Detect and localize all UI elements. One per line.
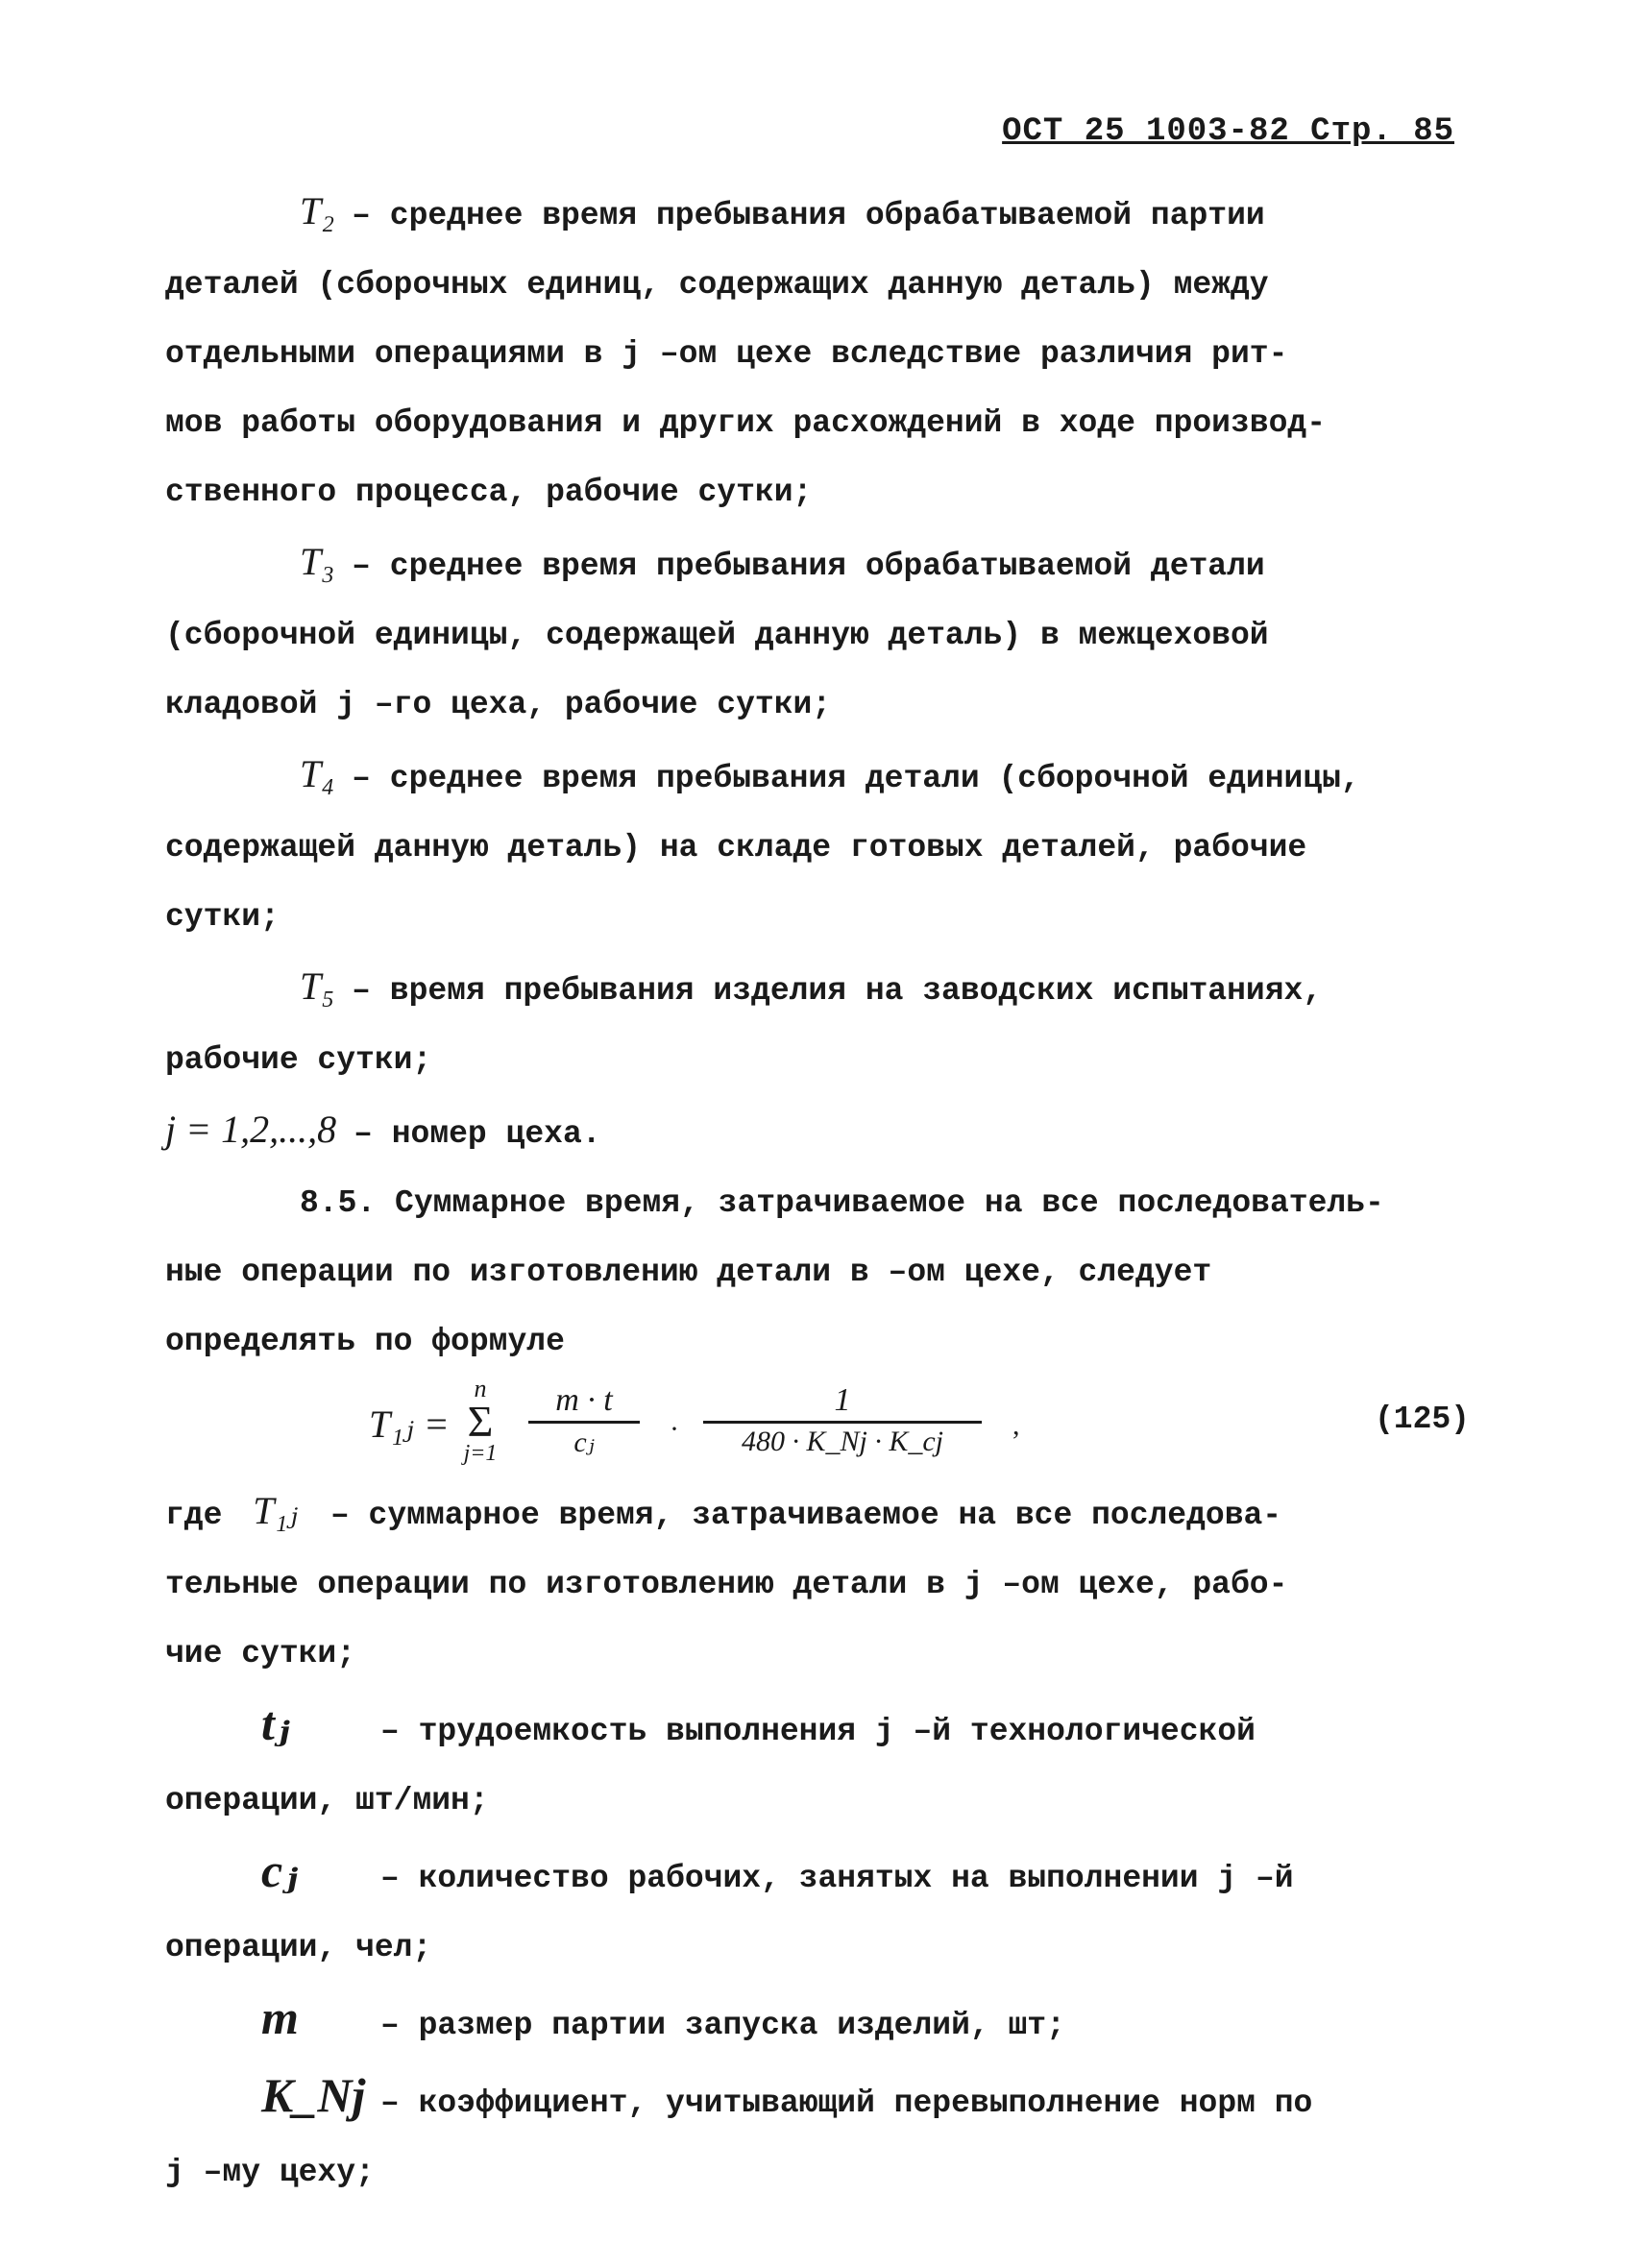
m-line1: – размер партии запуска изделий, шт; bbox=[380, 2008, 1065, 2043]
formula-number: (125) bbox=[1374, 1402, 1470, 1437]
t2-symbol: T₂ bbox=[300, 189, 335, 232]
m-symbol: m bbox=[261, 1990, 299, 2044]
tj-line2: операции, шт/мин; bbox=[165, 1783, 489, 1818]
t5-line2: рабочие сутки; bbox=[165, 1042, 432, 1078]
section-8-5-line1: 8.5. Суммарное время, затрачиваемое на все последователь- bbox=[300, 1185, 1384, 1221]
fraction-1-numerator: m · t bbox=[528, 1382, 640, 1424]
knj-line2: j –му цеху; bbox=[165, 2155, 375, 2190]
where-prefix: где bbox=[165, 1498, 223, 1533]
fraction-1-denominator: cⱼ bbox=[573, 1427, 595, 1458]
j-range-definition bbox=[165, 1095, 1475, 1169]
page-header: ОСТ 25 1003-82 Стр. 85 bbox=[1002, 113, 1454, 150]
where-definition bbox=[165, 1476, 1475, 1550]
where-line1: – суммарное время, затрачиваемое на все последова- bbox=[329, 1498, 1282, 1533]
summation-sign-icon: Σ bbox=[467, 1397, 494, 1446]
fraction-1 bbox=[528, 1382, 640, 1459]
knj-symbol: K_Nj bbox=[261, 2068, 366, 2122]
t3-symbol: T₃ bbox=[300, 540, 335, 583]
t4-line2: содержащей данную деталь) на складе готовых деталей, рабочие bbox=[165, 830, 1307, 866]
formula-lhs: T₁ⱼ = bbox=[369, 1402, 450, 1446]
t2-line2: деталей (сборочных единиц, содержащих данную деталь) между bbox=[165, 267, 1269, 303]
fraction-2 bbox=[703, 1382, 982, 1458]
section-8-5-line3: определять по формуле bbox=[165, 1324, 565, 1359]
t2-line5: ственного процесса, рабочие сутки; bbox=[165, 475, 813, 510]
m-definition bbox=[165, 1983, 1475, 2061]
t2-line1: – среднее время пребывания обрабатываемой партии bbox=[352, 198, 1265, 233]
tj-line1: – трудоемкость выполнения j –й технологической bbox=[380, 1714, 1256, 1749]
cj-symbol: cⱼ bbox=[261, 1843, 298, 1897]
fraction-2-denominator: 480 · K_Nj · K_cj bbox=[741, 1426, 943, 1457]
summation bbox=[453, 1377, 507, 1465]
t2-line3: отдельными операциями в j –ом цехе вследствие различия рит- bbox=[165, 336, 1288, 372]
t5-definition bbox=[165, 952, 1475, 1026]
knj-line1: – коэффициент, учитывающий перевыполнение норм по bbox=[380, 2085, 1313, 2121]
formula-comma: , bbox=[1012, 1409, 1020, 1441]
t3-line1: – среднее время пребывания обрабатываемой детали bbox=[352, 549, 1265, 584]
cj-line1: – количество рабочих, занятых на выполнении j –й bbox=[380, 1861, 1294, 1896]
knj-definition bbox=[165, 2061, 1475, 2138]
t4-line1: – среднее время пребывания детали (сборочной единицы, bbox=[352, 761, 1360, 796]
where-line3: чие сутки; bbox=[165, 1636, 356, 1671]
t4-line3: сутки; bbox=[165, 899, 280, 935]
fraction-2-numerator: 1 bbox=[703, 1382, 982, 1424]
t3-line2: (сборочной единицы, содержащей данную деталь) в межцеховой bbox=[165, 618, 1269, 653]
t3-definition bbox=[165, 527, 1475, 601]
tj-definition bbox=[165, 1689, 1475, 1767]
t2-definition bbox=[165, 177, 1475, 251]
formula-125 bbox=[165, 1377, 1475, 1476]
cj-line2: операции, чел; bbox=[165, 1930, 432, 1965]
summation-lower-limit: j=1 bbox=[463, 1441, 498, 1466]
t4-definition bbox=[165, 740, 1475, 814]
t5-symbol: T₅ bbox=[300, 964, 335, 1008]
j-range-symbol: j = 1,2,...,8 bbox=[165, 1108, 337, 1151]
t5-line1: – время пребывания изделия на заводских испытаниях, bbox=[352, 973, 1323, 1009]
cj-definition bbox=[165, 1836, 1475, 1914]
t3-line3: кладовой j –го цеха, рабочие сутки; bbox=[165, 687, 832, 722]
tj-symbol: tⱼ bbox=[261, 1696, 290, 1750]
t4-symbol: T₄ bbox=[300, 752, 335, 795]
j-range-text: – номер цеха. bbox=[354, 1116, 601, 1152]
multiply-dot: · bbox=[670, 1413, 679, 1445]
where-line2: тельные операции по изготовлению детали в j –ом цехе, рабо- bbox=[165, 1567, 1288, 1602]
t2-line4: мов работы оборудования и других расхождений в ходе производ- bbox=[165, 405, 1326, 441]
t1j-symbol: T₁ⱼ bbox=[253, 1489, 298, 1532]
section-8-5-line2: ные операции по изготовлению детали в –ом цехе, следует bbox=[165, 1255, 1212, 1290]
summation-upper-limit: n bbox=[474, 1375, 487, 1402]
